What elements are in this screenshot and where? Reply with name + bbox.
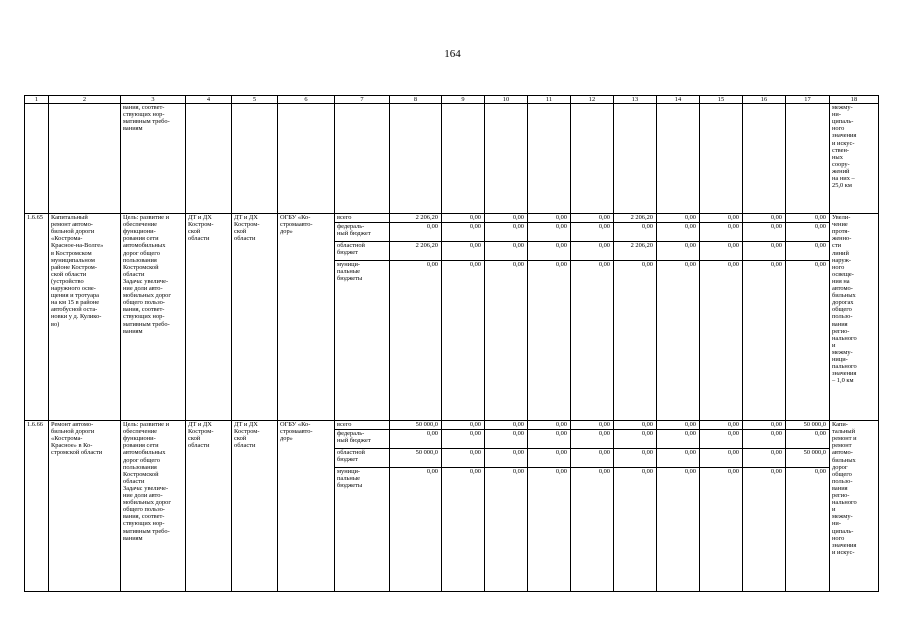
funding-value: 0,00 bbox=[786, 242, 830, 261]
funding-value: 0,00 bbox=[700, 223, 743, 242]
chief-administrator: ДТ и ДХ Костром- ской области bbox=[232, 214, 278, 421]
funding-value: 0,00 bbox=[442, 242, 485, 261]
column-header: 4 bbox=[186, 96, 232, 104]
budget-source: всего bbox=[335, 214, 390, 223]
funding-value: 0,00 bbox=[657, 449, 700, 468]
funding-value: 0,00 bbox=[571, 223, 614, 242]
funding-value: 0,00 bbox=[442, 468, 485, 592]
column-header: 7 bbox=[335, 96, 390, 104]
funding-value: 2 206,20 bbox=[390, 214, 442, 223]
funding-value: 0,00 bbox=[571, 430, 614, 449]
column-header: 12 bbox=[571, 96, 614, 104]
funding-value: 0,00 bbox=[390, 261, 442, 421]
column-header: 13 bbox=[614, 96, 657, 104]
goal-task: Цель: развитие и обеспечение функциони- рования сети автомобильных дорог общего пользования Костромской области Задача: увеличе- ние доли авто- мобильных дорог общего пользо- вания, соответ- ствующих нор- мативным требо- ваниям bbox=[121, 214, 186, 421]
funding-value: 50 000,0 bbox=[390, 421, 442, 430]
funding-value: 2 206,20 bbox=[390, 242, 442, 261]
funding-value: 50 000,0 bbox=[786, 449, 830, 468]
funding-value: 0,00 bbox=[528, 468, 571, 592]
column-header: 17 bbox=[786, 96, 830, 104]
funding-value: 0,00 bbox=[390, 223, 442, 242]
funding-value: 0,00 bbox=[442, 430, 485, 449]
column-header: 14 bbox=[657, 96, 700, 104]
funding-value: 0,00 bbox=[614, 430, 657, 449]
column-header: 11 bbox=[528, 96, 571, 104]
funding-value: 0,00 bbox=[571, 214, 614, 223]
funding-value: 0,00 bbox=[614, 421, 657, 430]
funding-value: 0,00 bbox=[786, 214, 830, 223]
funding-value: 0,00 bbox=[700, 261, 743, 421]
funding-value: 0,00 bbox=[786, 430, 830, 449]
budget-source: всего bbox=[335, 421, 390, 430]
funding-value: 0,00 bbox=[442, 223, 485, 242]
continuation-result: межму- ни- ципаль- ного значения и искус- ствен- ных соору- жений на них – 25,0 км bbox=[830, 104, 879, 214]
column-header: 8 bbox=[390, 96, 442, 104]
budget-source: областной бюджет bbox=[335, 449, 390, 468]
column-header: 9 bbox=[442, 96, 485, 104]
funding-value: 0,00 bbox=[390, 468, 442, 592]
funding-value: 0,00 bbox=[657, 261, 700, 421]
column-header: 16 bbox=[743, 96, 786, 104]
program-table bbox=[24, 95, 879, 592]
funding-value: 0,00 bbox=[528, 449, 571, 468]
funding-value: 0,00 bbox=[700, 242, 743, 261]
funding-value: 0,00 bbox=[743, 449, 786, 468]
header-row bbox=[25, 96, 879, 104]
funding-value: 0,00 bbox=[700, 449, 743, 468]
event-name: Ремонт автомо- бильной дороги «Кострома- Красное» в Ко- стромской области bbox=[49, 421, 121, 592]
funding-value: 0,00 bbox=[743, 242, 786, 261]
expected-result: Увели- чение протя- женно- сти линий наруж- ного освеще- ния на автомо- бильных дорогах общего пользо- вания регио- нального и межму- ници- пального значения – 1,0 км bbox=[830, 214, 879, 421]
responsible-executor: ДТ и ДХ Костром- ской области bbox=[186, 421, 232, 592]
funding-value: 0,00 bbox=[485, 223, 528, 242]
funding-value: 0,00 bbox=[657, 430, 700, 449]
funding-value: 50 000,0 bbox=[786, 421, 830, 430]
funding-value: 0,00 bbox=[743, 214, 786, 223]
funding-value: 0,00 bbox=[442, 449, 485, 468]
page-number: 164 bbox=[444, 48, 461, 60]
funding-value: 0,00 bbox=[571, 261, 614, 421]
funding-value: 50 000,0 bbox=[390, 449, 442, 468]
funding-value: 0,00 bbox=[657, 214, 700, 223]
budget-source: областной бюджет bbox=[335, 242, 390, 261]
funding-value: 0,00 bbox=[743, 261, 786, 421]
event-name: Капитальный ремонт автомо- бильной дороги «Кострома- Красное-на-Волге» в Костромском муниципальном районе Костром- ской области (устройство наружного осве- щения и тротуара на км 15 в районе автобусной оста- новки у д. Кулико- во) bbox=[49, 214, 121, 421]
funding-value: 0,00 bbox=[485, 468, 528, 592]
funding-value: 0,00 bbox=[786, 223, 830, 242]
funding-value: 0,00 bbox=[700, 421, 743, 430]
funding-value: 0,00 bbox=[700, 214, 743, 223]
funding-value: 0,00 bbox=[571, 449, 614, 468]
funding-value: 0,00 bbox=[614, 223, 657, 242]
budget-source: федераль- ный бюджет bbox=[335, 223, 390, 242]
funding-value: 0,00 bbox=[528, 430, 571, 449]
goal-task: Цель: развитие и обеспечение функциони- рования сети автомобильных дорог общего пользования Костромской области Задача: увеличе- ние доли авто- мобильных дорог общего пользо- вания, соответ- ствующих нор- мативным требо- ваниям bbox=[121, 421, 186, 592]
funding-value: 0,00 bbox=[442, 214, 485, 223]
continuation-row bbox=[25, 104, 879, 214]
budget-source: муници- пальные бюджеты bbox=[335, 468, 390, 592]
contractor: ОГБУ «Ко- стромаавто- дор» bbox=[278, 421, 335, 592]
funding-value: 0,00 bbox=[442, 421, 485, 430]
funding-value: 0,00 bbox=[528, 214, 571, 223]
funding-value: 0,00 bbox=[743, 223, 786, 242]
funding-value: 0,00 bbox=[786, 261, 830, 421]
contractor: ОГБУ «Ко- стромаавто- дор» bbox=[278, 214, 335, 421]
column-header: 1 bbox=[25, 96, 49, 104]
column-header: 6 bbox=[278, 96, 335, 104]
funding-value: 0,00 bbox=[657, 468, 700, 592]
funding-value: 0,00 bbox=[528, 242, 571, 261]
expected-result: Капи- тальный ремонт и ремонт автомо- бильных дорог общего пользо- вания регио- нального и межму- ни- ципаль- ного значения и искус- bbox=[830, 421, 879, 592]
funding-value: 0,00 bbox=[485, 449, 528, 468]
budget-row bbox=[25, 421, 879, 430]
funding-value: 0,00 bbox=[528, 223, 571, 242]
funding-value: 0,00 bbox=[571, 242, 614, 261]
row-id: 1.6.66 bbox=[25, 421, 49, 592]
funding-value: 0,00 bbox=[571, 421, 614, 430]
funding-value: 0,00 bbox=[614, 468, 657, 592]
funding-value: 0,00 bbox=[485, 430, 528, 449]
continuation-goal: вания, соответ- ствующих нор- мативным требо- ваниям bbox=[121, 104, 186, 214]
row-id: 1.6.65 bbox=[25, 214, 49, 421]
funding-value: 0,00 bbox=[743, 421, 786, 430]
funding-value: 0,00 bbox=[657, 242, 700, 261]
funding-value: 0,00 bbox=[657, 421, 700, 430]
budget-source: муници- пальные бюджеты bbox=[335, 261, 390, 421]
funding-value: 0,00 bbox=[485, 214, 528, 223]
funding-value: 2 206,20 bbox=[614, 214, 657, 223]
funding-value: 0,00 bbox=[614, 261, 657, 421]
funding-value: 0,00 bbox=[700, 430, 743, 449]
funding-value: 0,00 bbox=[485, 261, 528, 421]
column-header: 5 bbox=[232, 96, 278, 104]
budget-source: федераль- ный бюджет bbox=[335, 430, 390, 449]
funding-value: 0,00 bbox=[485, 421, 528, 430]
column-header: 2 bbox=[49, 96, 121, 104]
funding-value: 0,00 bbox=[528, 421, 571, 430]
funding-value: 0,00 bbox=[743, 430, 786, 449]
responsible-executor: ДТ и ДХ Костром- ской области bbox=[186, 214, 232, 421]
chief-administrator: ДТ и ДХ Костром- ской области bbox=[232, 421, 278, 592]
funding-value: 0,00 bbox=[528, 261, 571, 421]
funding-value: 0,00 bbox=[614, 449, 657, 468]
funding-value: 0,00 bbox=[657, 223, 700, 242]
column-header: 18 bbox=[830, 96, 879, 104]
funding-value: 0,00 bbox=[571, 468, 614, 592]
column-header: 15 bbox=[700, 96, 743, 104]
funding-value: 0,00 bbox=[743, 468, 786, 592]
column-header: 10 bbox=[485, 96, 528, 104]
budget-row bbox=[25, 214, 879, 223]
funding-value: 2 206,20 bbox=[614, 242, 657, 261]
funding-value: 0,00 bbox=[442, 261, 485, 421]
column-header: 3 bbox=[121, 96, 186, 104]
funding-value: 0,00 bbox=[485, 242, 528, 261]
funding-value: 0,00 bbox=[390, 430, 442, 449]
funding-value: 0,00 bbox=[786, 468, 830, 592]
funding-value: 0,00 bbox=[700, 468, 743, 592]
